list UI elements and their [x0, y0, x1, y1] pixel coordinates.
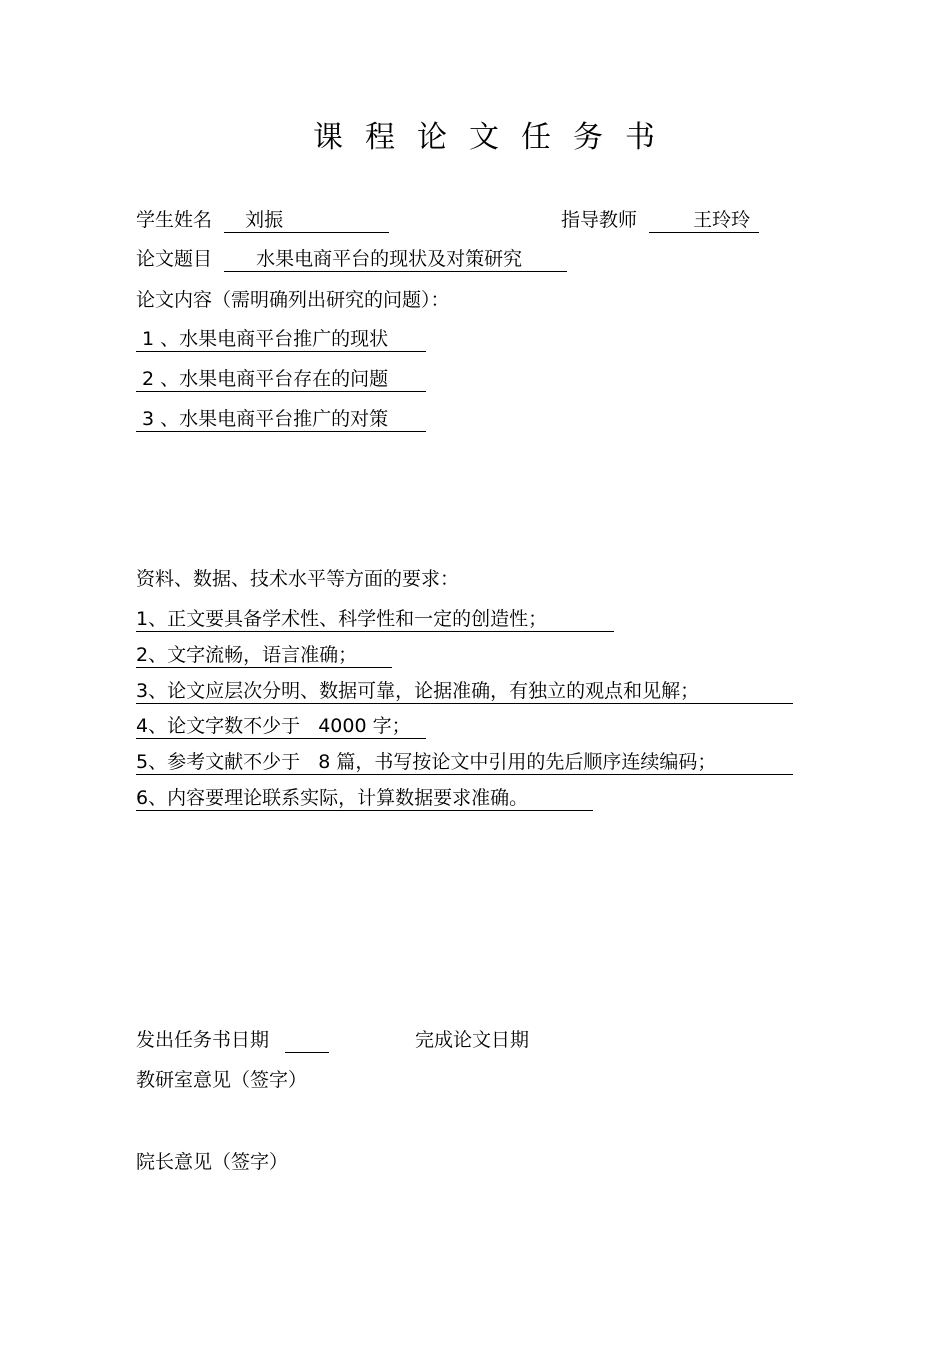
department-signature-label: 教研室意见（签字） [136, 1069, 308, 1091]
content-item-1: 1 、水果电商平台推广的现状 [136, 327, 426, 352]
student-name-value: 刘振 [224, 208, 389, 233]
requirement-item-1: 1、正文要具备学术性、科学性和一定的创造性； [136, 607, 614, 632]
requirement-item-6: 6、内容要理论联系实际，计算数据要求准确。 [136, 786, 593, 811]
student-name-label: 学生姓名 [136, 209, 213, 231]
content-item-3: 3 、水果电商平台推广的对策 [136, 407, 426, 432]
advisor-label: 指导教师 [561, 209, 638, 231]
requirements-heading: 资料、数据、技术水平等方面的要求： [136, 568, 460, 590]
complete-date-label: 完成论文日期 [415, 1029, 530, 1051]
issue-date-blank [285, 1030, 329, 1053]
requirement-item-2: 2、文字流畅，语言准确； [136, 643, 392, 668]
content-item-2: 2 、水果电商平台存在的问题 [136, 367, 426, 392]
page-title: 课程论文任务书 [313, 120, 677, 155]
issue-date-row [136, 1027, 329, 1053]
requirement-item-5: 5、参考文献不少于 8 篇，书写按论文中引用的先后顺序连续编码； [136, 750, 793, 775]
student-name-row [136, 207, 389, 233]
dean-signature-label: 院长意见（签字） [136, 1151, 289, 1173]
requirement-item-3: 3、论文应层次分明、数据可靠，论据准确，有独立的观点和见解； [136, 679, 793, 704]
topic-row [136, 246, 567, 272]
advisor-row [561, 207, 759, 233]
topic-label: 论文题目 [136, 248, 213, 270]
content-heading: 论文内容（需明确列出研究的问题）： [136, 289, 450, 311]
issue-date-label: 发出任务书日期 [136, 1029, 270, 1051]
requirement-item-4: 4、论文字数不少于 4000 字； [136, 714, 426, 739]
advisor-value: 王玲玲 [649, 208, 759, 233]
topic-value: 水果电商平台的现状及对策研究 [224, 247, 567, 272]
